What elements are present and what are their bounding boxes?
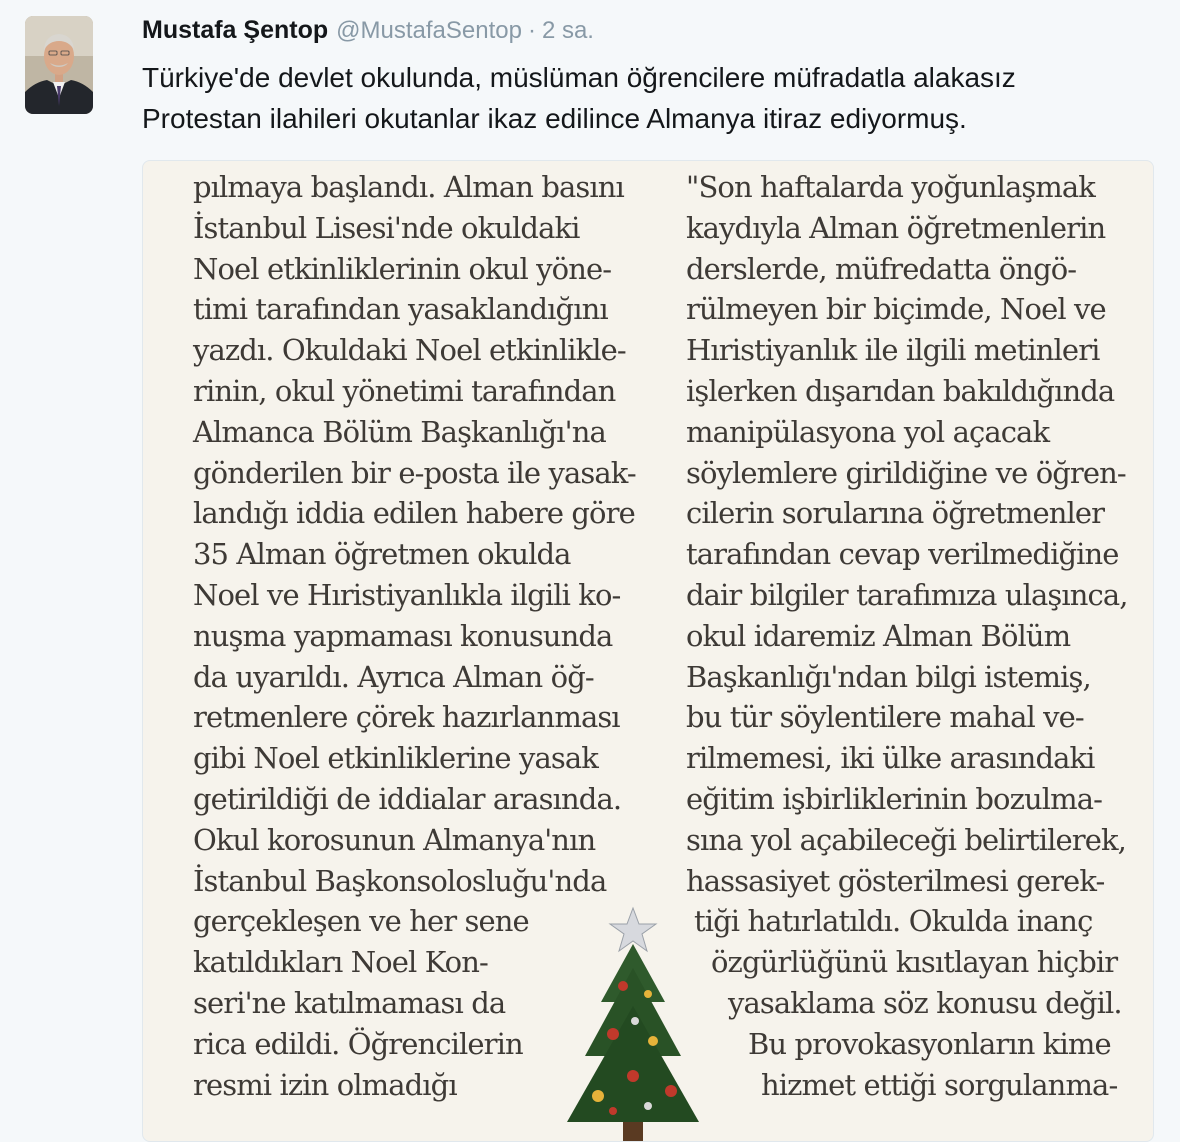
article-line: bu tür söylentilere mahal ve-: [686, 700, 1084, 735]
article-line: kaydıyla Alman öğretmenlerin: [686, 210, 1106, 245]
article-line: eğitim işbirliklerinin bozulma-: [686, 781, 1102, 816]
article-line: tarafından cevap verilmediğine: [686, 537, 1119, 572]
article-line: "Son haftalarda yoğunlaşmak: [686, 170, 1095, 204]
article-line: tiği hatırlatıldı. Okulda inanç: [694, 904, 1093, 939]
article-right-column: [686, 167, 1128, 1105]
article-line: Noel ve Hıristiyanlıkla ilgili ko-: [193, 577, 621, 612]
article-line: gibi Noel etkinliklerine yasak: [193, 741, 598, 776]
article-line: İstanbul Lisesi'nde okuldaki: [193, 210, 580, 245]
avatar[interactable]: [25, 16, 93, 114]
article-line: Bu provokasyonların kime: [748, 1026, 1111, 1061]
article-line: landığı iddia edilen habere göre: [193, 496, 635, 531]
author-handle[interactable]: @MustafaSentop: [336, 17, 522, 44]
article-line: İstanbul Başkonsolosluğu'nda: [193, 863, 607, 898]
article-line: sına yol açabileceği belirtilerek,: [686, 822, 1126, 857]
newspaper-clipping: [143, 161, 1153, 1141]
article-line: yazdı. Okuldaki Noel etkinlikle-: [193, 333, 626, 368]
article-line: resmi izin olmadığı: [193, 1067, 457, 1102]
article-line: işlerken dışarıdan bakıldığında: [686, 373, 1115, 408]
article-line: cilerin sorularına öğretmenler: [686, 496, 1105, 531]
article-line: seri'ne katılmaması da: [193, 985, 506, 1020]
article-line: rilmemesi, iki ülke arasındaki: [686, 741, 1095, 776]
article-line: Okul korosunun Almanya'nın: [193, 822, 596, 857]
tweet-header: [142, 16, 594, 52]
article-line: söylemlere girildiğine ve öğren-: [686, 455, 1126, 490]
article-line: rica edildi. Öğrencilerin: [193, 1026, 523, 1061]
article-line: da uyarıldı. Ayrıca Alman öğ-: [193, 659, 594, 694]
article-line: gönderilen bir e-posta ile yasak-: [193, 455, 636, 490]
article-line: Almanca Bölüm Başkanlığı'na: [193, 414, 606, 449]
article-line: gerçekleşen ve her sene: [193, 904, 529, 939]
article-line: okul idaremiz Alman Bölüm: [686, 618, 1071, 653]
article-line: 35 Alman öğretmen okulda: [193, 537, 571, 572]
tweet-text-line: Türkiye'de devlet okulunda, müslüman öğrencilere müfradatla alakasız: [142, 62, 1016, 93]
article-line: nuşma yapmaması konusunda: [193, 618, 613, 653]
article-line: Hıristiyanlık ile ilgili metinleri: [686, 333, 1100, 368]
article-line: manipülasyona yol açacak: [686, 414, 1050, 449]
article-line: Başkanlığı'ndan bilgi istemiş,: [686, 659, 1091, 694]
tweet-text-line: Protestan ilahileri okutanlar ikaz edilince Almanya itiraz ediyormuş.: [142, 103, 967, 134]
article-line: getirildiği de iddialar arasında.: [193, 781, 622, 816]
article-line: pılmaya başlandı. Alman basını: [193, 170, 624, 204]
article-line: özgürlüğünü kısıtlayan hiçbir: [711, 945, 1118, 980]
tweet-timestamp[interactable]: 2 sa.: [541, 17, 594, 44]
article-line: hizmet ettiği sorgulanma-: [761, 1067, 1118, 1102]
header-separator: ·: [527, 17, 536, 44]
attached-image[interactable]: [142, 160, 1154, 1142]
article-line: dair bilgiler tarafımıza ulaşınca,: [686, 577, 1128, 612]
article-line: derslerde, müfredatta öngö-: [686, 251, 1077, 286]
article-line: retmenlere çörek hazırlanması: [193, 700, 620, 735]
avatar-portrait: [25, 16, 93, 114]
author-name[interactable]: Mustafa Şentop: [142, 16, 329, 44]
tweet-text: [142, 57, 1162, 139]
christmas-tree-image: [553, 906, 713, 1142]
article-line: rinin, okul yönetimi tarafından: [193, 373, 616, 408]
article-line: katıldıkları Noel Kon-: [193, 945, 488, 980]
article-line: yasaklama söz konusu değil.: [728, 985, 1122, 1020]
article-line: Noel etkinliklerinin okul yöne-: [193, 251, 612, 286]
article-line: hassasiyet gösterilmesi gerek-: [686, 863, 1105, 898]
article-line: timi tarafından yasaklandığını: [193, 292, 608, 327]
article-line: rülmeyen bir biçimde, Noel ve: [686, 292, 1106, 327]
